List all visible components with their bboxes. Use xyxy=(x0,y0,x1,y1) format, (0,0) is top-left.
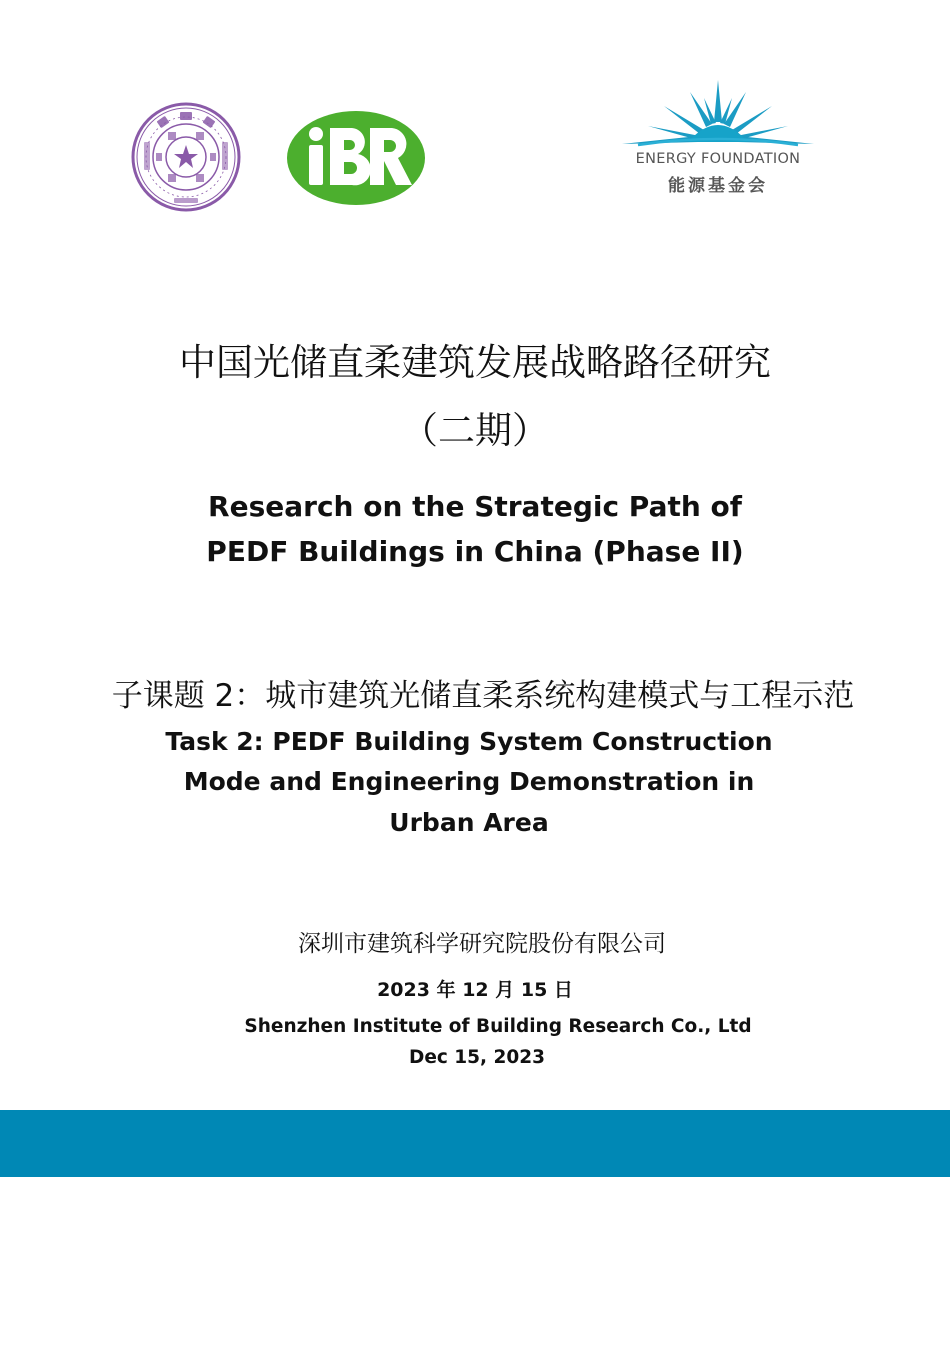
organization-name-cn: 深圳市建筑科学研究院股份有限公司 xyxy=(298,931,666,957)
date-en: Dec 15, 2023 xyxy=(408,1047,545,1068)
energy-foundation-name-en: ENERGY FOUNDATION xyxy=(635,151,801,167)
report-title-en-line1: Research on the Strategic Path of xyxy=(208,490,742,523)
subtask-title-cn: 子课题 2：城市建筑光储直柔系统构建模式与工程示范 xyxy=(111,678,855,714)
energy-foundation-name-cn: 能源基金会 xyxy=(668,176,768,196)
date-cn: 2023 年 12 月 15 日 xyxy=(377,979,573,1001)
report-title-cn: 中国光储直柔建筑发展战略路径研究 xyxy=(179,341,771,384)
subtask-title-en-line1: Task 2: PEDF Building System Construction xyxy=(165,727,773,756)
subtask-title-en-line2: Mode and Engineering Demonstration in xyxy=(183,767,755,796)
organization-name-en: Shenzhen Institute of Building Research Co., Ltd xyxy=(244,1016,752,1037)
footer-color-band xyxy=(0,1110,950,1177)
tsinghua-university-seal-icon xyxy=(130,102,242,212)
report-title-en-line2: PEDF Buildings in China (Phase II) xyxy=(206,535,744,568)
subtask-title-en-line3: Urban Area xyxy=(389,808,549,837)
ibr-logo-icon xyxy=(286,110,428,206)
report-phase-cn: （二期） xyxy=(401,409,549,452)
